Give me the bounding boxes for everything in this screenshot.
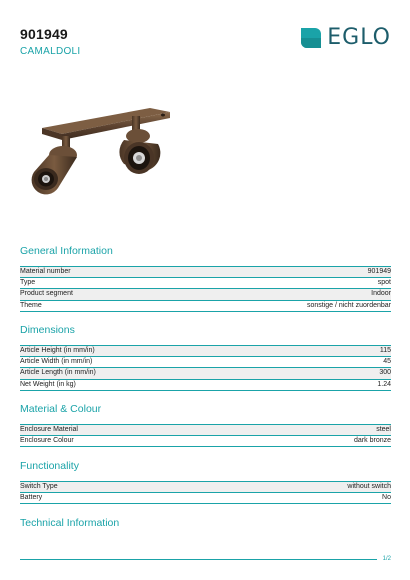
table-row (20, 380, 391, 391)
row-label: Enclosure Material (20, 426, 78, 434)
table-row (20, 289, 391, 300)
functionality-table (20, 481, 391, 504)
page-number: 1/2 (382, 556, 391, 562)
row-value: No (382, 494, 391, 502)
row-value: sonstige / nicht zuordenbar (306, 301, 391, 309)
eglo-logo-icon (301, 28, 321, 48)
section-functionality (20, 460, 391, 504)
row-label: Type (20, 279, 36, 287)
row-value: spot (377, 279, 391, 287)
table-row (20, 482, 391, 493)
material-table (20, 424, 391, 447)
section-title-general: General Information (20, 245, 113, 257)
section-general-information (20, 245, 391, 312)
row-label: Article Height (in mm/in) (20, 347, 95, 355)
row-label: Material number (20, 268, 71, 276)
article-number: 901949 (20, 26, 68, 42)
product-name: CAMALDOLI (20, 46, 81, 57)
section-title-dimensions: Dimensions (20, 324, 75, 336)
row-label: Battery (20, 494, 43, 502)
row-label: Article Length (in mm/in) (20, 369, 96, 377)
row-value: dark bronze (354, 437, 391, 445)
section-dimensions (20, 324, 391, 391)
spotlight-product-image (20, 100, 180, 205)
eglo-logo (301, 25, 391, 50)
row-label: Net Weight (in kg) (20, 380, 76, 388)
row-value: without switch (347, 483, 391, 491)
table-row (20, 346, 391, 357)
section-technical-information (20, 517, 391, 538)
row-label: Enclosure Colour (20, 437, 74, 445)
row-value: 45 (383, 358, 391, 366)
section-title-functionality: Functionality (20, 460, 79, 472)
row-value: 300 (379, 369, 391, 377)
table-row (20, 278, 391, 289)
table-row (20, 425, 391, 436)
table-row (20, 301, 391, 312)
row-label: Product segment (20, 290, 73, 298)
section-title-technical: Technical Information (20, 517, 120, 529)
general-table (20, 266, 391, 312)
section-title-material: Material & Colour (20, 403, 102, 415)
logo-text: EGLO (327, 25, 391, 50)
table-row (20, 493, 391, 504)
section-material-colour (20, 403, 391, 447)
row-value: 115 (379, 347, 391, 355)
header (20, 26, 81, 57)
row-label: Theme (20, 301, 42, 309)
footer (20, 556, 391, 562)
row-value: steel (376, 426, 391, 434)
row-value: Indoor (371, 290, 391, 298)
table-row (20, 368, 391, 379)
table-row (20, 436, 391, 447)
row-value: 1.24 (377, 380, 391, 388)
table-row (20, 357, 391, 368)
footer-divider (20, 559, 377, 560)
dimensions-table (20, 345, 391, 391)
table-row (20, 267, 391, 278)
row-label: Article Width (in mm/in) (20, 358, 93, 366)
row-value: 901949 (367, 268, 391, 276)
row-label: Switch Type (20, 483, 58, 491)
